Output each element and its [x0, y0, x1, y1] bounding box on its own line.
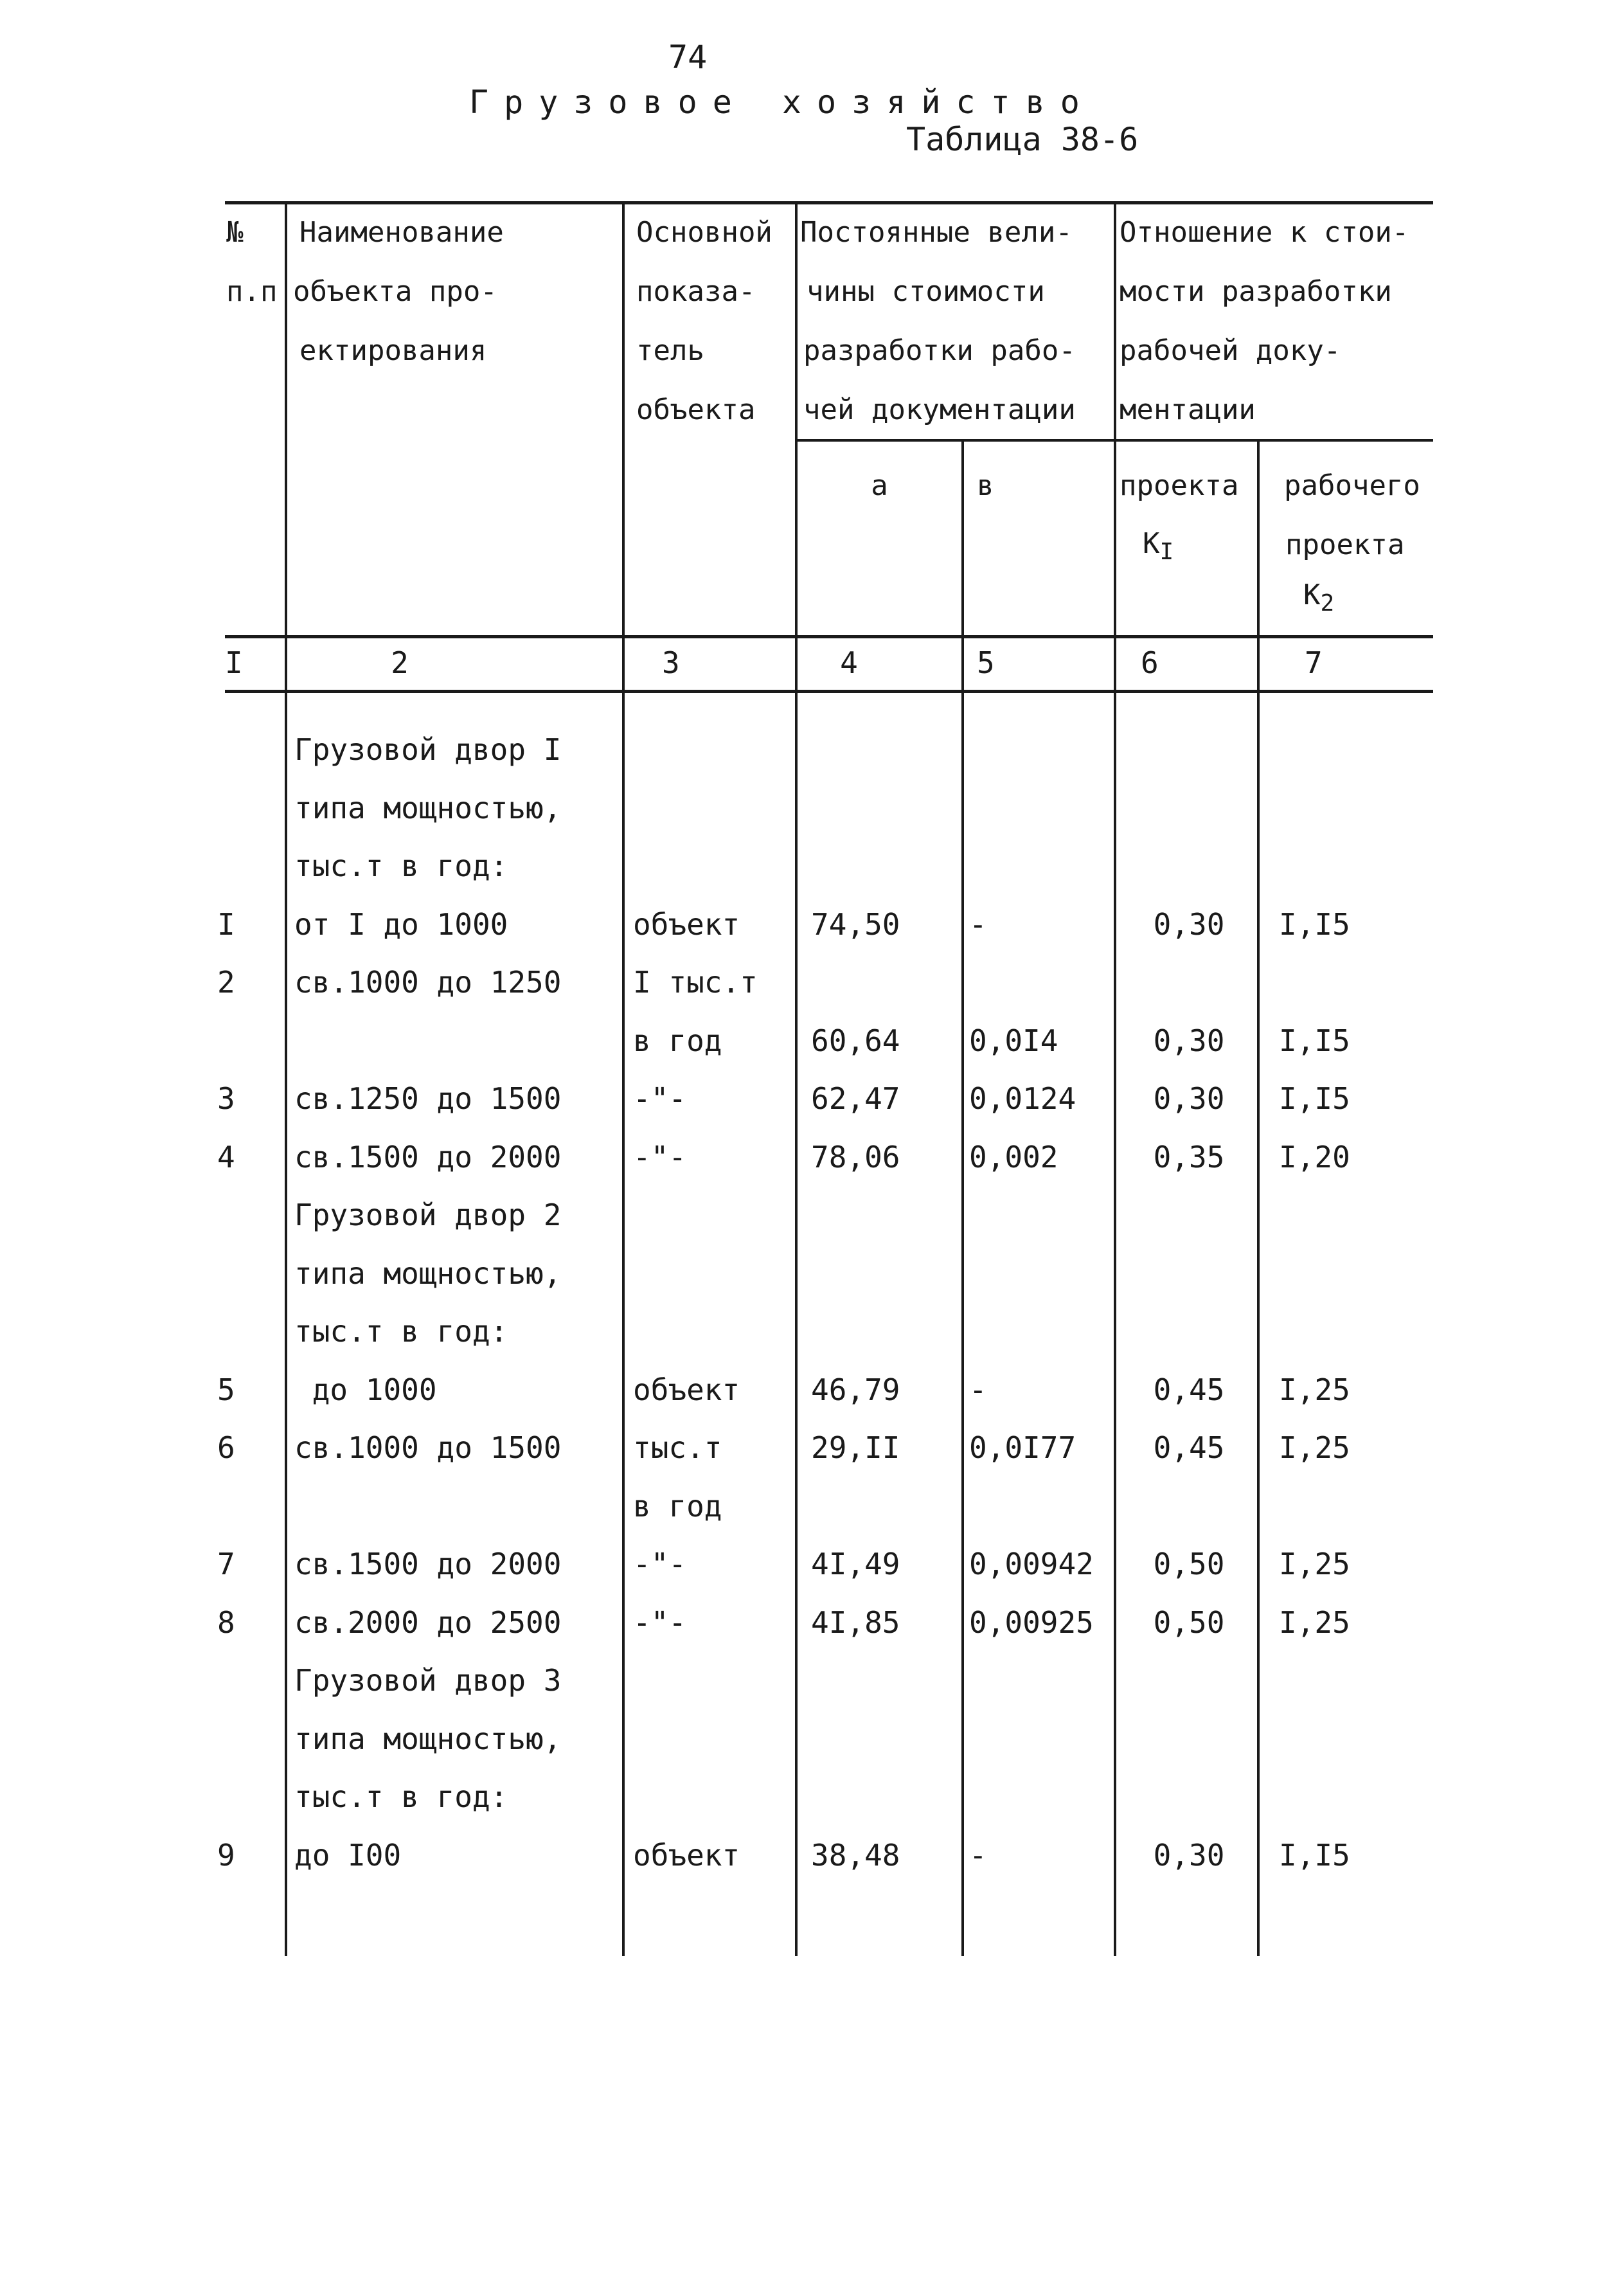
header-col-a: а	[871, 469, 888, 502]
cell-a: 4I,49	[811, 1547, 900, 1581]
cell-k2: I,I5	[1279, 1023, 1350, 1058]
cell-b: 0,0I77	[969, 1430, 1076, 1465]
cell-ind: I тыс.т	[633, 965, 758, 1000]
cell-name: св.1000 до 1250	[294, 965, 562, 1000]
cell-name: от I до 1000	[294, 906, 508, 942]
cell-a: 60,64	[811, 1023, 900, 1058]
cell-num: 8	[217, 1605, 235, 1640]
col-divider-4	[961, 440, 964, 1956]
cell-b: -	[969, 906, 987, 942]
cell-name: св.1500 до 2000	[294, 1547, 562, 1581]
cell-k2: I,25	[1279, 1547, 1350, 1581]
cell-b: 0,0I4	[969, 1023, 1058, 1058]
header-indicator-line-1: Основной	[636, 216, 772, 249]
header-k1-symbol: $К_I$	[1143, 527, 1174, 565]
cell-name: Грузовой двор I	[294, 732, 562, 767]
header-name-line-2: объекта про-	[293, 275, 497, 308]
cell-ind: -"-	[633, 1081, 687, 1116]
cell-ind: в год	[633, 1023, 722, 1058]
cell-name: тыс.т в год:	[294, 1779, 508, 1814]
cell-b: -	[969, 1837, 987, 1873]
cell-name: св.1000 до 1500	[294, 1430, 562, 1465]
cell-ind: объект	[633, 906, 740, 942]
cell-b: 0,002	[969, 1139, 1058, 1174]
header-k2-label-1: рабочего	[1284, 469, 1420, 502]
col-divider-5	[1114, 201, 1116, 1956]
cell-k2: I,I5	[1279, 1081, 1350, 1116]
header-ratio-line-2: мости разработки	[1120, 275, 1392, 308]
colnum-6: 6	[1141, 645, 1159, 680]
cell-k1: 0,35	[1153, 1139, 1225, 1174]
cell-name: св.1250 до 1500	[294, 1081, 562, 1116]
header-ratio-line-1: Отношение к стои-	[1120, 216, 1409, 249]
cell-b: 0,0124	[969, 1081, 1076, 1116]
cell-k1: 0,30	[1153, 1837, 1225, 1873]
cell-k1: 0,50	[1153, 1547, 1225, 1581]
cell-num: 2	[217, 965, 235, 1000]
colnum-1: I	[225, 645, 243, 680]
colnum-2: 2	[391, 645, 409, 680]
colnum-4: 4	[840, 645, 858, 680]
cell-a: 4I,85	[811, 1605, 900, 1640]
cell-ind: -"-	[633, 1139, 687, 1174]
cell-b: 0,00925	[969, 1605, 1094, 1640]
cell-ind: -"-	[633, 1605, 687, 1640]
header-indicator-line-2: показа-	[636, 275, 756, 308]
cell-num: 6	[217, 1430, 235, 1465]
cell-name: Грузовой двор 2	[294, 1198, 562, 1232]
cell-name: типа мощностью,	[294, 1721, 562, 1756]
col-divider-2	[622, 201, 625, 1956]
page-number: 74	[668, 39, 708, 76]
cell-num: 9	[217, 1837, 235, 1873]
header-constants-line-2: чины стоимости	[807, 275, 1045, 308]
header-num-line-1: №	[226, 216, 244, 249]
cell-name: Грузовой двор 3	[294, 1663, 562, 1698]
header-ratio-line-3: рабочей доку-	[1120, 334, 1341, 367]
cell-name: тыс.т в год:	[294, 1314, 508, 1349]
cell-num: I	[217, 906, 235, 942]
cell-k2: I,25	[1279, 1605, 1350, 1640]
cell-num: 5	[217, 1372, 235, 1407]
cell-k1: 0,45	[1153, 1430, 1225, 1465]
cell-k2: I,I5	[1279, 906, 1350, 942]
header-name-line-3: ектирования	[299, 334, 487, 367]
section-heading: Грузовое хозяйство	[469, 84, 1095, 121]
cell-name: типа мощностью,	[294, 1255, 562, 1291]
col-divider-6	[1257, 440, 1260, 1956]
cell-k1: 0,30	[1153, 1081, 1225, 1116]
cell-a: 62,47	[811, 1081, 900, 1116]
cell-a: 29,II	[811, 1430, 900, 1465]
cell-k2: I,25	[1279, 1430, 1350, 1465]
cell-k2: I,25	[1279, 1372, 1350, 1407]
header-k2-label-2: проекта	[1285, 528, 1405, 561]
header-k2-symbol: $К_2$	[1303, 579, 1335, 616]
cell-a: 78,06	[811, 1139, 900, 1174]
cell-name: до I00	[294, 1837, 402, 1873]
cell-k1: 0,50	[1153, 1605, 1225, 1640]
cell-name: до 1000	[294, 1372, 437, 1407]
cell-name: тыс.т в год:	[294, 849, 508, 883]
cell-ind: в год	[633, 1488, 722, 1524]
header-num-line-2: п.п	[226, 275, 278, 308]
cell-a: 38,48	[811, 1837, 900, 1873]
header-constants-line-3: разработки рабо-	[803, 334, 1076, 367]
cell-ind: тыс.т	[633, 1430, 722, 1465]
cell-name: типа мощностью,	[294, 790, 562, 825]
header-constants-line-4: чей документации	[803, 393, 1076, 426]
cell-name: св.1500 до 2000	[294, 1139, 562, 1174]
colnum-5: 5	[977, 645, 995, 680]
header-col-b: в	[977, 469, 994, 502]
cell-k2: I,20	[1279, 1139, 1350, 1174]
header-constants-line-1: Постоянные вели-	[800, 216, 1073, 249]
cell-b: 0,00942	[969, 1547, 1094, 1581]
cell-name: св.2000 до 2500	[294, 1605, 562, 1640]
cell-k2: I,I5	[1279, 1837, 1350, 1873]
cell-k1: 0,30	[1153, 906, 1225, 942]
cell-ind: объект	[633, 1372, 740, 1407]
cell-b: -	[969, 1372, 987, 1407]
cell-num: 4	[217, 1139, 235, 1174]
header-ratio-line-4: ментации	[1120, 393, 1256, 426]
cell-k1: 0,30	[1153, 1023, 1225, 1058]
cell-num: 7	[217, 1547, 235, 1581]
colnum-3: 3	[662, 645, 680, 680]
cell-k1: 0,45	[1153, 1372, 1225, 1407]
table-caption: Таблица 38-6	[906, 121, 1139, 158]
header-indicator-line-4: объекта	[636, 393, 756, 426]
header-indicator-line-3: тель	[636, 334, 704, 367]
cell-a: 74,50	[811, 906, 900, 942]
cell-a: 46,79	[811, 1372, 900, 1407]
colnum-7: 7	[1305, 645, 1323, 680]
cell-ind: объект	[633, 1837, 740, 1873]
header-k1-label: проекта	[1120, 469, 1239, 502]
cell-num: 3	[217, 1081, 235, 1116]
col-divider-1	[285, 201, 287, 1956]
header-name-line-1: Наименование	[299, 216, 504, 249]
cell-ind: -"-	[633, 1547, 687, 1581]
